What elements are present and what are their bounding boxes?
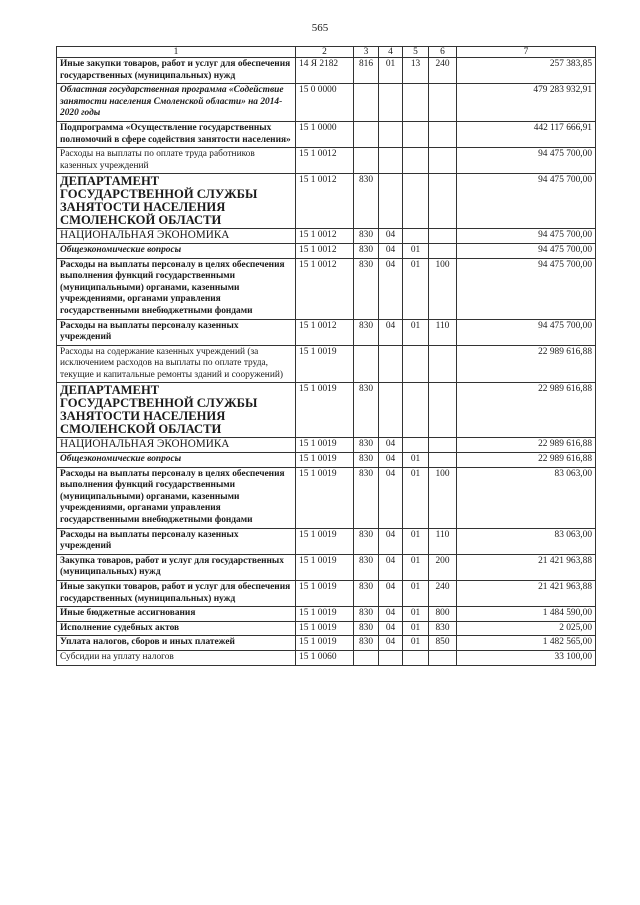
budget-table [56,46,596,666]
cell-section-code: 04 [379,581,403,607]
cell-expense-type-code [429,174,457,229]
cell-subsection-code: 01 [403,621,429,636]
cell-subsection-code: 01 [403,258,429,319]
cell-department-code: 830 [354,229,379,244]
cell-expense-type-code: 850 [429,636,457,651]
cell-target-code: 15 0 0000 [296,84,354,122]
cell-department-code [354,84,379,122]
cell-target-code: 15 1 0019 [296,383,354,438]
cell-name: Исполнение судебных актов [57,621,296,636]
cell-expense-type-code [429,650,457,665]
table-row [57,581,596,607]
cell-subsection-code [403,84,429,122]
table-row [57,607,596,622]
cell-section-code: 04 [379,621,403,636]
cell-name: Иные закупки товаров, работ и услуг для обеспечения государственных (муниципальных) нужд [57,581,296,607]
cell-department-code: 830 [354,554,379,580]
column-header-section: 4 [379,47,403,58]
table-row [57,528,596,554]
cell-expense-type-code [429,121,457,147]
cell-amount: 94 475 700,00 [457,258,596,319]
cell-amount: 83 063,00 [457,467,596,528]
cell-expense-type-code: 800 [429,607,457,622]
cell-subsection-code [403,345,429,383]
cell-target-code: 15 1 0012 [296,174,354,229]
cell-expense-type-code: 240 [429,58,457,84]
cell-amount: 94 475 700,00 [457,148,596,174]
cell-department-code: 830 [354,438,379,453]
cell-section-code: 04 [379,229,403,244]
cell-name: Закупка товаров, работ и услуг для государственных (муниципальных) нужд [57,554,296,580]
cell-department-code: 830 [354,636,379,651]
cell-target-code: 15 1 0019 [296,453,354,468]
cell-target-code: 15 1 0019 [296,581,354,607]
cell-expense-type-code [429,345,457,383]
cell-department-code: 830 [354,174,379,229]
cell-section-code [379,148,403,174]
cell-name: Иные бюджетные ассигнования [57,607,296,622]
cell-name: Расходы на выплаты персоналу в целях обеспечения выполнения функций государственными (муниципальными) органами, казенными учреждениями, органами управления государственными внебюджетными фондами [57,258,296,319]
cell-department-code: 830 [354,621,379,636]
cell-subsection-code: 01 [403,453,429,468]
cell-target-code: 15 1 0060 [296,650,354,665]
cell-expense-type-code: 240 [429,581,457,607]
cell-amount: 257 383,85 [457,58,596,84]
column-header-amount: 7 [457,47,596,58]
cell-name: Подпрограмма «Осуществление государственных полномочий в сфере содействия занятости населения» [57,121,296,147]
cell-expense-type-code [429,243,457,258]
cell-subsection-code: 13 [403,58,429,84]
cell-department-code: 816 [354,58,379,84]
table-row [57,84,596,122]
table-row [57,243,596,258]
cell-expense-type-code: 830 [429,621,457,636]
cell-department-code: 830 [354,528,379,554]
cell-section-code: 04 [379,528,403,554]
table-row [57,174,596,229]
cell-expense-type-code [429,84,457,122]
cell-section-code: 04 [379,453,403,468]
cell-subsection-code: 01 [403,581,429,607]
cell-name: Расходы на выплаты персоналу казенных учреждений [57,528,296,554]
cell-department-code: 830 [354,453,379,468]
cell-amount: 94 475 700,00 [457,229,596,244]
cell-department-code: 830 [354,607,379,622]
table-row [57,621,596,636]
cell-target-code: 15 1 0000 [296,121,354,147]
cell-department-code: 830 [354,319,379,345]
cell-section-code [379,345,403,383]
cell-expense-type-code [429,438,457,453]
cell-subsection-code [403,229,429,244]
cell-subsection-code: 01 [403,636,429,651]
cell-target-code: 15 1 0012 [296,319,354,345]
cell-subsection-code [403,383,429,438]
cell-name: Иные закупки товаров, работ и услуг для обеспечения государственных (муниципальных) нужд [57,58,296,84]
cell-target-code: 15 1 0019 [296,621,354,636]
cell-section-code: 04 [379,438,403,453]
cell-target-code: 15 1 0019 [296,636,354,651]
cell-subsection-code [403,174,429,229]
cell-section-code: 04 [379,243,403,258]
cell-subsection-code: 01 [403,243,429,258]
table-row [57,554,596,580]
cell-section-code [379,650,403,665]
table-row [57,121,596,147]
cell-name: Расходы на содержание казенных учреждений (за исключением расходов на выплаты по оплате труда, текущие и капитальные ремонты зданий и сооружений) [57,345,296,383]
cell-expense-type-code [429,453,457,468]
cell-expense-type-code [429,383,457,438]
cell-subsection-code [403,438,429,453]
column-header-name: 1 [57,47,296,58]
cell-amount: 83 063,00 [457,528,596,554]
cell-subsection-code [403,121,429,147]
cell-section-code [379,383,403,438]
table-row [57,467,596,528]
cell-target-code: 15 1 0019 [296,438,354,453]
table-row [57,148,596,174]
cell-section-code: 04 [379,258,403,319]
table-row [57,345,596,383]
cell-name: Общеэкономические вопросы [57,243,296,258]
cell-expense-type-code: 200 [429,554,457,580]
cell-name: НАЦИОНАЛЬНАЯ ЭКОНОМИКА [57,438,296,453]
cell-target-code: 15 1 0019 [296,467,354,528]
table-row [57,650,596,665]
cell-department-code: 830 [354,243,379,258]
cell-target-code: 15 1 0012 [296,258,354,319]
cell-amount: 22 989 616,88 [457,453,596,468]
cell-amount: 94 475 700,00 [457,243,596,258]
cell-expense-type-code [429,229,457,244]
cell-name: ДЕПАРТАМЕНТ ГОСУДАРСТВЕННОЙ СЛУЖБЫ ЗАНЯТОСТИ НАСЕЛЕНИЯ СМОЛЕНСКОЙ ОБЛАСТИ [57,174,296,229]
cell-amount: 1 482 565,00 [457,636,596,651]
cell-section-code [379,84,403,122]
cell-amount: 33 100,00 [457,650,596,665]
table-row [57,258,596,319]
table-row [57,58,596,84]
cell-department-code: 830 [354,383,379,438]
cell-section-code: 04 [379,607,403,622]
page-number: 565 [311,22,329,34]
cell-section-code: 04 [379,319,403,345]
cell-subsection-code: 01 [403,528,429,554]
cell-department-code [354,650,379,665]
cell-amount: 22 989 616,88 [457,438,596,453]
cell-target-code: 15 1 0019 [296,554,354,580]
cell-section-code: 01 [379,58,403,84]
cell-amount: 94 475 700,00 [457,319,596,345]
cell-department-code: 830 [354,467,379,528]
cell-name: Общеэкономические вопросы [57,453,296,468]
cell-amount: 1 484 590,00 [457,607,596,622]
cell-amount: 21 421 963,88 [457,554,596,580]
cell-section-code: 04 [379,467,403,528]
cell-subsection-code [403,148,429,174]
cell-amount: 22 989 616,88 [457,345,596,383]
cell-subsection-code [403,650,429,665]
table-row [57,383,596,438]
cell-amount: 22 989 616,88 [457,383,596,438]
cell-name: Субсидии на уплату налогов [57,650,296,665]
cell-target-code: 15 1 0019 [296,345,354,383]
cell-amount: 2 025,00 [457,621,596,636]
cell-section-code [379,121,403,147]
column-header-department: 3 [354,47,379,58]
cell-subsection-code: 01 [403,467,429,528]
cell-target-code: 15 1 0012 [296,148,354,174]
table-header-row [57,47,596,58]
table-row [57,438,596,453]
cell-amount: 479 283 932,91 [457,84,596,122]
cell-name: Областная государственная программа «Содействие занятости населения Смоленской области» на 2014-2020 годы [57,84,296,122]
cell-subsection-code: 01 [403,607,429,622]
cell-department-code [354,345,379,383]
cell-name: Расходы на выплаты персоналу казенных учреждений [57,319,296,345]
cell-expense-type-code: 100 [429,467,457,528]
cell-target-code: 15 1 0012 [296,229,354,244]
cell-amount: 442 117 666,91 [457,121,596,147]
cell-department-code [354,121,379,147]
cell-expense-type-code: 100 [429,258,457,319]
cell-name: Расходы на выплаты персоналу в целях обеспечения выполнения функций государственными (муниципальными) органами, казенными учреждениями, органами управления государственными внебюджетными фондами [57,467,296,528]
cell-name: НАЦИОНАЛЬНАЯ ЭКОНОМИКА [57,229,296,244]
cell-department-code: 830 [354,258,379,319]
cell-name: ДЕПАРТАМЕНТ ГОСУДАРСТВЕННОЙ СЛУЖБЫ ЗАНЯТОСТИ НАСЕЛЕНИЯ СМОЛЕНСКОЙ ОБЛАСТИ [57,383,296,438]
cell-target-code: 15 1 0019 [296,528,354,554]
cell-expense-type-code [429,148,457,174]
table-row [57,636,596,651]
cell-amount: 94 475 700,00 [457,174,596,229]
table-body [57,58,596,666]
cell-section-code: 04 [379,636,403,651]
cell-expense-type-code: 110 [429,528,457,554]
column-header-code: 2 [296,47,354,58]
cell-subsection-code: 01 [403,554,429,580]
table-row [57,229,596,244]
cell-section-code [379,174,403,229]
cell-section-code: 04 [379,554,403,580]
cell-department-code: 830 [354,581,379,607]
cell-target-code: 15 1 0019 [296,607,354,622]
column-header-subsection: 5 [403,47,429,58]
cell-name: Уплата налогов, сборов и иных платежей [57,636,296,651]
cell-department-code [354,148,379,174]
column-header-expense-type: 6 [429,47,457,58]
cell-name: Расходы на выплаты по оплате труда работников казенных учреждений [57,148,296,174]
cell-amount: 21 421 963,88 [457,581,596,607]
cell-expense-type-code: 110 [429,319,457,345]
cell-target-code: 15 1 0012 [296,243,354,258]
cell-subsection-code: 01 [403,319,429,345]
table-row [57,453,596,468]
cell-target-code: 14 Я 2182 [296,58,354,84]
table-row [57,319,596,345]
